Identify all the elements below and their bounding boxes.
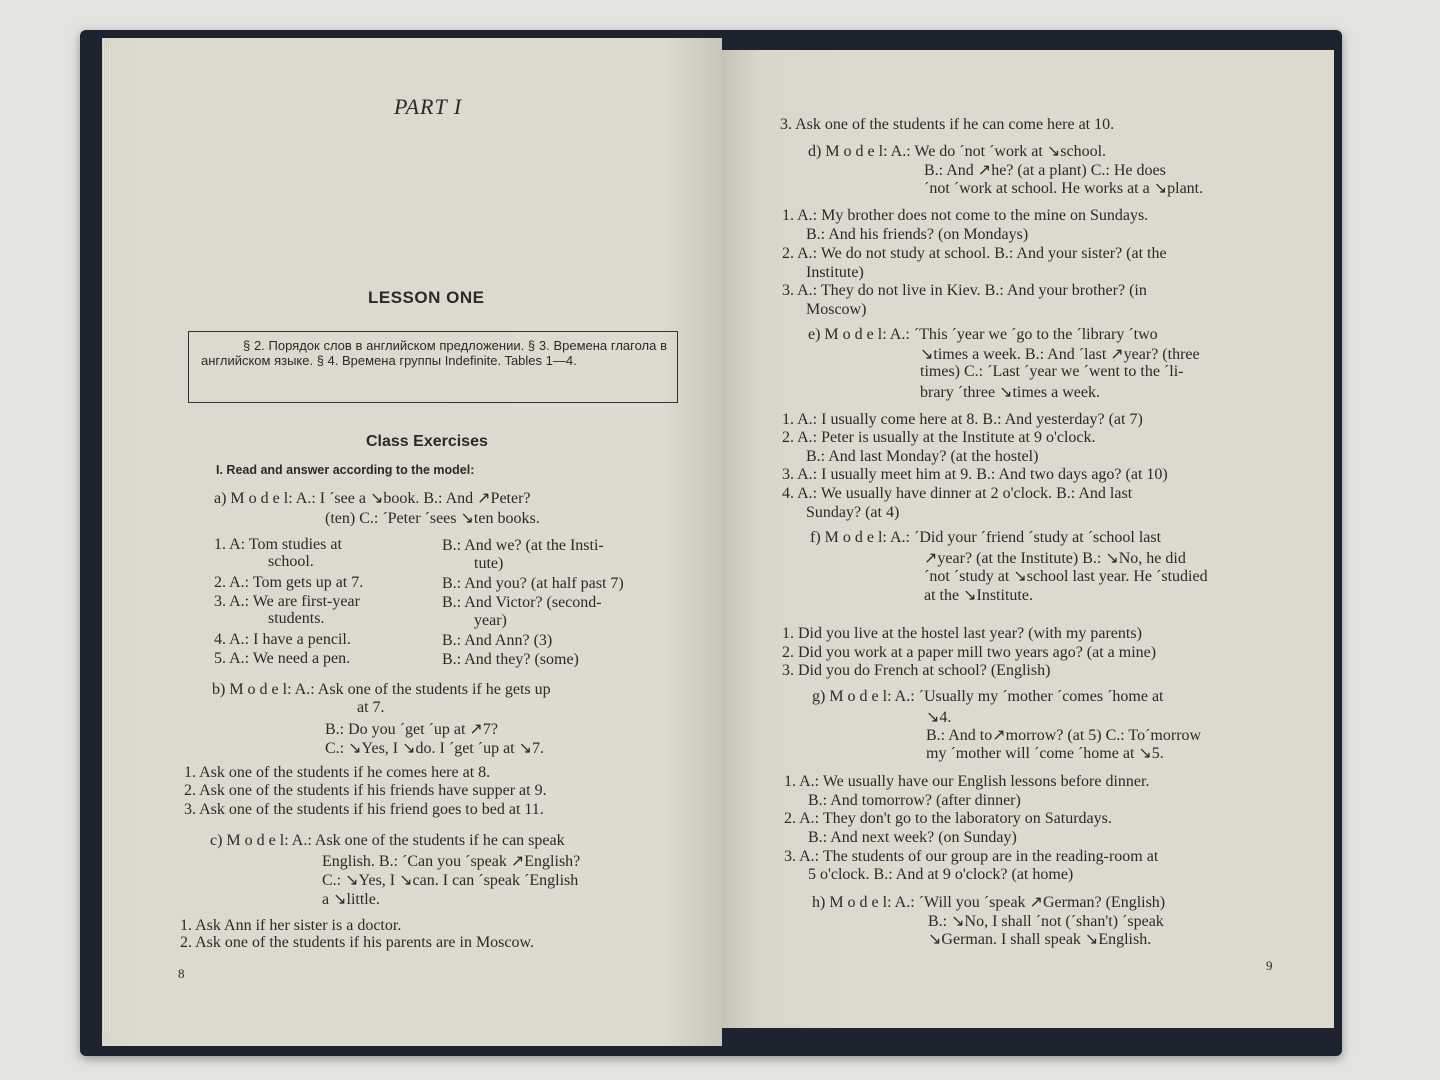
text-line: 1. Ask Ann if her sister is a doctor. [180,917,402,934]
text-line: my ´mother will ´come ´home at ↘5. [926,745,1164,762]
text-line: ´not ´work at school. He works at a ↘plant. [924,180,1204,197]
text-line: (ten) C.: ´Peter ´sees ↘ten books. [325,510,540,527]
text-line: 5. A.: We need a pen. [214,650,351,667]
text-line: tute) [474,555,504,572]
text-line: English. B.: ´Can you ´speak ↗English? [322,853,581,870]
text-line: 3. A.: We are first-year [214,593,360,610]
text-line: C.: ↘Yes, I ↘do. I ´get ´up at ↘7. [325,740,545,757]
text-line: 1. A: Tom studies at [214,536,342,553]
text-line: d) M o d e l: A.: We do ´not ´work at ↘school. [808,143,1107,160]
text-line: 1. Did you live at the hostel last year? (with my parents) [782,625,1142,642]
text-line: h) M o d e l: A.: ´Will you ´speak ↗German? (English) [812,894,1166,911]
text-line: B.: And his friends? (on Mondays) [806,226,1029,243]
text-line: at 7. [357,699,385,716]
text-line: g) M o d e l: A.: ´Usually my ´mother ´comes ´home at [812,688,1164,705]
text-line: Sunday? (at 4) [806,504,900,521]
text-line: 1. Ask one of the students if he comes here at 8. [184,764,491,781]
text-line: 2. A.: We do not study at school. B.: And your sister? (at the [782,245,1167,262]
text-line: 2. Ask one of the students if his friends have supper at 9. [184,782,547,799]
part-title: PART I [394,94,463,119]
text-line: 3. A.: They do not live in Kiev. B.: And your brother? (in [782,282,1147,299]
text-line: students. [268,610,325,627]
text-line: a ↘little. [322,891,380,908]
text-line: 1. A.: We usually have our English lessons before dinner. [784,773,1150,790]
page-number: 8 [178,966,185,981]
text-line: c) M o d e l: A.: Ask one of the students if he can speak [210,832,565,849]
text-line: e) M o d e l: A.: ´This ´year we ´go to the ´library ´two [808,326,1158,343]
text-line: f) M o d e l: A.: ´Did your ´friend ´study at ´school last [810,529,1162,546]
class-exercises-title: Class Exercises [366,433,488,450]
text-line: Moscow) [806,301,867,318]
grammar-reference-box: § 2. Порядок слов в английском предложении. § 3. Времена глагола в английском языке. § 4. Времена группы Indefinite. Tables 1—4. [188,331,678,403]
text-line: B.: And they? (some) [442,651,579,668]
text-line: brary ´three ↘times a week. [920,384,1100,401]
text-line: 3. Ask one of the students if he can come here at 10. [780,116,1115,133]
page-edges [102,44,110,1034]
text-line: B.: And Ann? (3) [442,632,553,649]
text-line: b) M o d e l: A.: Ask one of the students if he gets up [212,681,551,698]
text-line: school. [268,553,314,570]
text-line: B.: And you? (at half past 7) [442,575,624,592]
text-line: year) [474,612,507,629]
text-line: B.: And to↗morrow? (at 5) C.: To´morrow [926,727,1202,744]
text-line: 2. A.: Peter is usually at the Institute at 9 o'clock. [782,429,1096,446]
text-line: B.: And tomorrow? (after dinner) [808,792,1021,809]
text-line: B.: And Victor? (second- [442,594,602,611]
text-line: ↘times a week. B.: And ´last ↗year? (three [920,346,1200,363]
text-line: B.: And ↗he? (at a plant) C.: He does [924,162,1166,179]
text-line: 1. A.: My brother does not come to the mine on Sundays. [782,207,1149,224]
text-line: B.: Do you ´get ´up at ↗7? [325,721,498,738]
text-line: B.: ↘No, I shall ´not (´shan't) ´speak [928,913,1164,930]
text-line: B.: And we? (at the Insti- [442,537,604,554]
text-line: 5 o'clock. B.: And at 9 o'clock? (at home) [808,866,1074,883]
text-line: C.: ↘Yes, I ↘can. I can ´speak ´English [322,872,579,889]
text-line: ↘German. I shall speak ↘English. [928,931,1152,948]
text-line: ´not ´study at ↘school last year. He ´studied [924,568,1208,585]
text-line: 4. A.: I have a pencil. [214,631,351,648]
text-line: B.: And next week? (on Sunday) [808,829,1017,846]
text-line: 4. A.: We usually have dinner at 2 o'clock. B.: And last [782,485,1133,502]
text-line: 1. A.: I usually come here at 8. B.: And yesterday? (at 7) [782,411,1143,428]
lesson-title: LESSON ONE [368,288,485,307]
text-line: a) M o d e l: A.: I ´see a ↘book. B.: And ↗Peter? [214,490,531,507]
text-line: ↘4. [926,709,952,726]
text-line: 3. A.: The students of our group are in the reading-room at [784,848,1159,865]
text-line: at the ↘Institute. [924,587,1033,604]
text-line: 2. Ask one of the students if his parents are in Moscow. [180,934,535,951]
left-page [102,38,722,1046]
text-line: Institute) [806,264,864,281]
text-line: 3. A.: I usually meet him at 9. B.: And two days ago? (at 10) [782,466,1168,483]
text-line: 2. A.: They don't go to the laboratory on Saturdays. [784,810,1112,827]
text-line: ↗year? (at the Institute) B.: ↘No, he did [924,550,1186,567]
page-number: 9 [1266,958,1273,973]
text-line: 2. A.: Tom gets up at 7. [214,574,364,591]
text-line: B.: And last Monday? (at the hostel) [806,448,1039,465]
text-line: 3. Did you do French at school? (English) [782,662,1051,679]
text-line: 2. Did you work at a paper mill two years ago? (at a mine) [782,644,1157,661]
text-line: times) C.: ´Last ´year we ´went to the ´li- [920,363,1184,380]
text-line: 3. Ask one of the students if his friend goes to bed at 11. [184,801,544,818]
exercise-heading: I. Read and answer according to the model: [216,463,475,477]
